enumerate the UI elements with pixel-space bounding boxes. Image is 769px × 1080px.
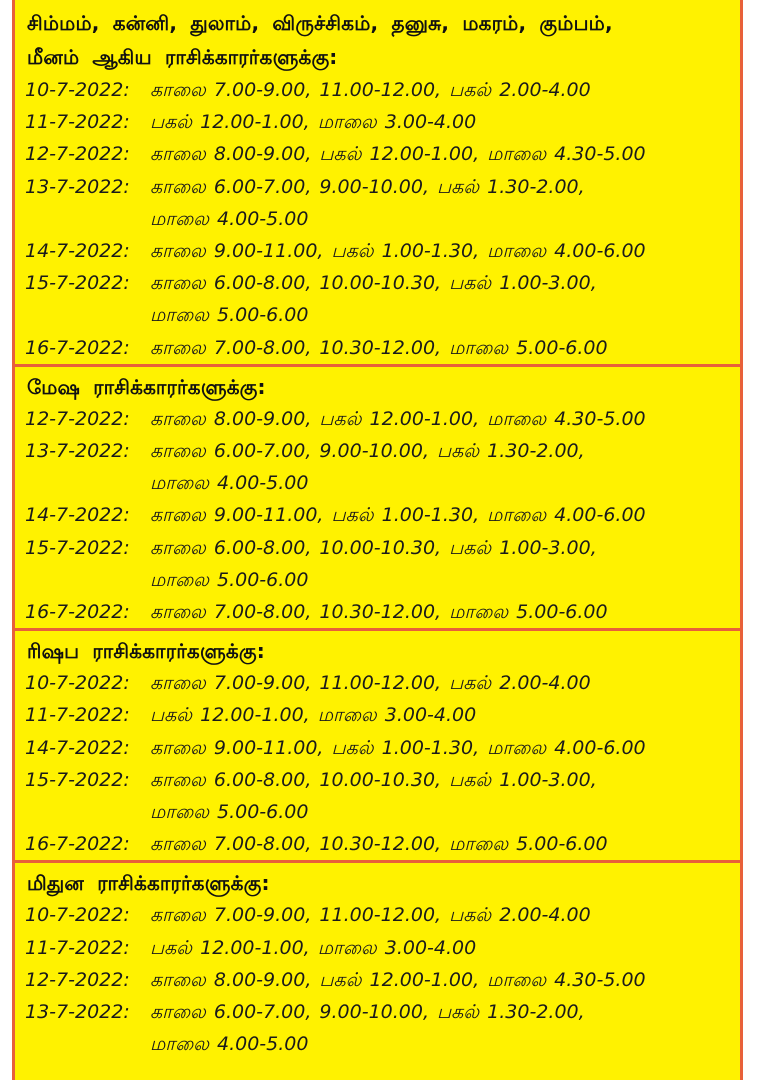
row-date: 13-7-2022: (25, 1001, 130, 1024)
row-times-line: காலை 6.00-8.00, 10.00-10.30, பகல் 1.00-3.00, (150, 768, 597, 791)
section-heading-line: மீனம் ஆகிய ராசிக்காரர்களுக்கு: (27, 45, 338, 69)
schedule-row (15, 996, 740, 1060)
row-date: 12-7-2022: (25, 143, 130, 166)
row-times: காலை 9.00-11.00, பகல் 1.00-1.30, மாலை 4.00-6.00 (150, 504, 646, 527)
row-date: 16-7-2022: (25, 833, 130, 856)
row-times-line: காலை 6.00-7.00, 9.00-10.00, பகல் 1.30-2.00, (150, 1001, 585, 1024)
row-date: 16-7-2022: (25, 336, 130, 359)
row-times (150, 996, 740, 1060)
row-date: 11-7-2022: (25, 936, 130, 959)
row-times-line: மாலை 4.00-5.00 (150, 1033, 309, 1056)
section-heading-line: சிம்மம், கன்னி, துலாம், விருச்சிகம், தனுசு, மகரம், கும்பம், (27, 11, 613, 35)
row-times-line: காலை 6.00-7.00, 9.00-10.00, பகல் 1.30-2.00, (150, 175, 585, 198)
row-date: 12-7-2022: (25, 407, 130, 430)
section-heading: ரிஷப ராசிக்காரர்களுக்கு: (27, 639, 265, 664)
row-times: காலை 7.00-9.00, 11.00-12.00, பகல் 2.00-4.00 (150, 904, 591, 927)
row-times-line: மாலை 5.00-6.00 (150, 801, 309, 824)
section-rishabam (15, 631, 740, 863)
row-times (150, 532, 740, 596)
schedule-row (15, 267, 740, 331)
schedule-row (15, 403, 740, 435)
row-date: 11-7-2022: (25, 704, 130, 727)
row-times: காலை 9.00-11.00, பகல் 1.00-1.30, மாலை 4.00-6.00 (150, 736, 646, 759)
section-heading (15, 0, 740, 74)
row-date: 14-7-2022: (25, 240, 130, 263)
schedule-row (15, 899, 740, 931)
row-times (150, 267, 740, 331)
schedule-row (15, 964, 740, 996)
row-times-line: மாலை 4.00-5.00 (150, 207, 309, 230)
row-times: பகல் 12.00-1.00, மாலை 3.00-4.00 (150, 111, 477, 134)
row-times-line: காலை 6.00-8.00, 10.00-10.30, பகல் 1.00-3.00, (150, 272, 597, 295)
schedule-row (15, 699, 740, 731)
row-times-line: மாலை 5.00-6.00 (150, 568, 309, 591)
schedule-row (15, 828, 740, 860)
row-date: 16-7-2022: (25, 601, 130, 624)
row-times (150, 171, 740, 235)
schedule-row (15, 74, 740, 106)
row-date: 10-7-2022: (25, 672, 130, 695)
row-times: காலை 9.00-11.00, பகல் 1.00-1.30, மாலை 4.00-6.00 (150, 240, 646, 263)
schedule-row (15, 499, 740, 531)
schedule-row (15, 171, 740, 235)
row-times-line: மாலை 4.00-5.00 (150, 472, 309, 495)
row-date: 15-7-2022: (25, 768, 130, 791)
row-times-line: மாலை 5.00-6.00 (150, 304, 309, 327)
row-times-line: காலை 6.00-8.00, 10.00-10.30, பகல் 1.00-3.00, (150, 536, 597, 559)
row-date: 12-7-2022: (25, 968, 130, 991)
row-times: காலை 7.00-8.00, 10.30-12.00, மாலை 5.00-6.00 (150, 833, 608, 856)
row-date: 11-7-2022: (25, 111, 130, 134)
section-heading: மேஷ ராசிக்காரர்களுக்கு: (27, 374, 266, 399)
schedule-row (15, 932, 740, 964)
row-times: காலை 7.00-9.00, 11.00-12.00, பகல் 2.00-4.00 (150, 79, 591, 101)
section-simmam-to-meenam (15, 0, 740, 367)
row-times: காலை 7.00-8.00, 10.30-12.00, மாலை 5.00-6.00 (150, 601, 608, 624)
row-times: காலை 7.00-9.00, 11.00-12.00, பகல் 2.00-4.00 (150, 672, 591, 695)
schedule-row (15, 235, 740, 267)
row-date: 15-7-2022: (25, 536, 130, 559)
section-heading: மிதுன ராசிக்காரர்களுக்கு: (27, 871, 270, 896)
row-times: பகல் 12.00-1.00, மாலை 3.00-4.00 (150, 704, 477, 727)
row-times: காலை 8.00-9.00, பகல் 12.00-1.00, மாலை 4.30-5.00 (150, 143, 646, 166)
schedule-row (15, 332, 740, 364)
schedule-panel (12, 0, 743, 1080)
row-date: 13-7-2022: (25, 440, 130, 463)
row-times: பகல் 12.00-1.00, மாலை 3.00-4.00 (150, 936, 477, 959)
row-date: 13-7-2022: (25, 175, 130, 198)
row-times: காலை 8.00-9.00, பகல் 12.00-1.00, மாலை 4.30-5.00 (150, 968, 646, 991)
schedule-row (15, 764, 740, 828)
schedule-row (15, 667, 740, 699)
schedule-row (15, 106, 740, 138)
row-times: காலை 8.00-9.00, பகல் 12.00-1.00, மாலை 4.30-5.00 (150, 407, 646, 430)
row-times (150, 435, 740, 499)
row-times-line: காலை 6.00-7.00, 9.00-10.00, பகல் 1.30-2.00, (150, 440, 585, 463)
row-date: 14-7-2022: (25, 504, 130, 527)
row-date: 14-7-2022: (25, 736, 130, 759)
schedule-row (15, 596, 740, 628)
row-times: காலை 7.00-8.00, 10.30-12.00, மாலை 5.00-6.00 (150, 336, 608, 359)
row-date: 15-7-2022: (25, 272, 130, 295)
row-times (150, 764, 740, 828)
schedule-row (15, 732, 740, 764)
schedule-row (15, 138, 740, 170)
row-date: 10-7-2022: (25, 904, 130, 927)
section-mithunam (15, 863, 740, 1060)
schedule-row (15, 435, 740, 499)
row-date: 10-7-2022: (25, 79, 130, 101)
schedule-row (15, 532, 740, 596)
section-mesham (15, 367, 740, 631)
